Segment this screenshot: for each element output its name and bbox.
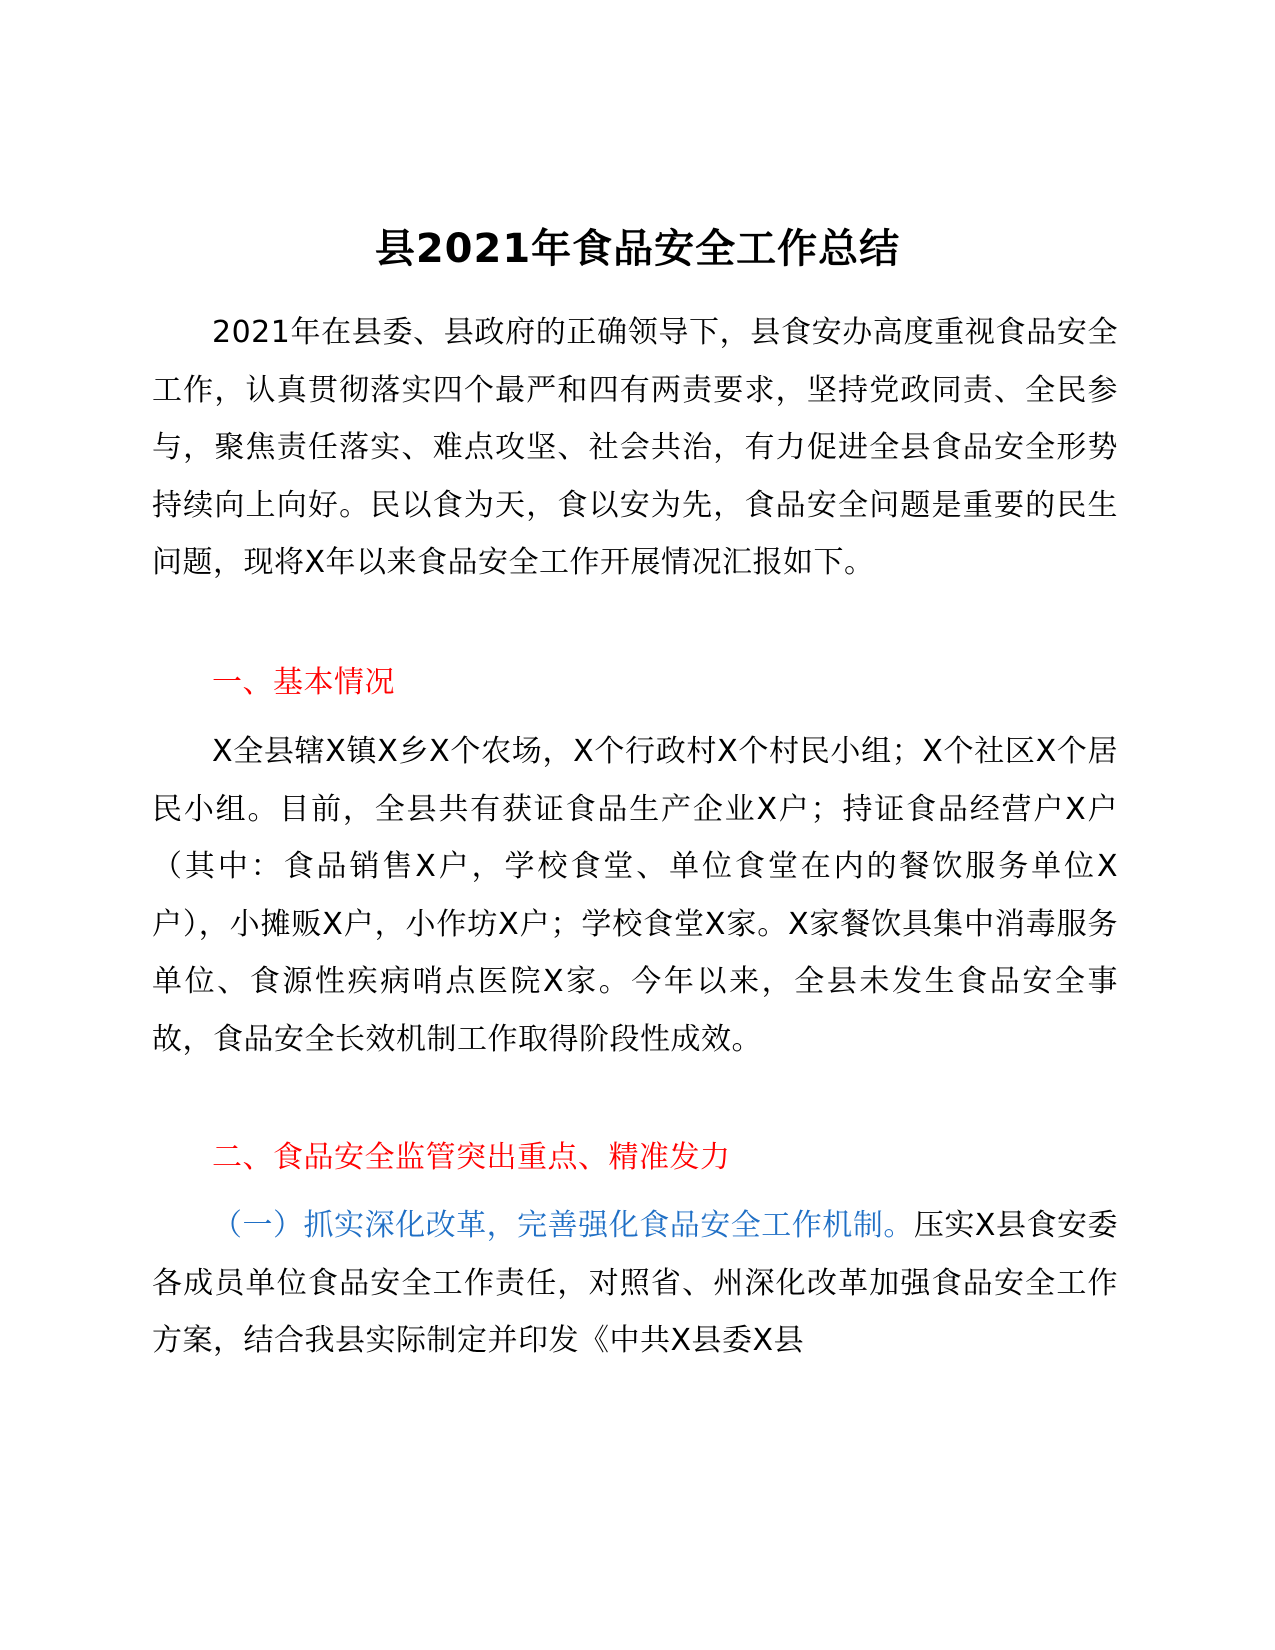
document-title: 县2021年食品安全工作总结 (374, 226, 901, 272)
reform-paragraph (152, 1197, 1118, 1370)
reform-paragraph-text: 压实X县食安委各成员单位食品安全工作责任，对照省、州深化改革加强食品安全工作方案，结合我县实际制定并印发《中共X县委X县 (152, 1208, 1119, 1358)
section-heading-food-safety-supervision: 二、食品安全监管突出重点、精准发力 (212, 1140, 731, 1175)
intro-paragraph: 2021年在县委、县政府的正确领导下，县食安办高度重视食品安全工作，认真贯彻落实四个最严和四有两责要求，坚持党政同责、全民参与，聚焦责任落实、难点攻坚、社会共治，有力促进全县食品安全形势持续向上向好。民以食为天，食以安为先，食品安全问题是重要的民生问题，现将X年以来食品安全工作开展情况汇报如下。 (152, 315, 1118, 580)
basic-situation-paragraph: X全县辖X镇X乡X个农场，X个行政村X个村民小组；X个社区X个居民小组。目前，全县共有获证食品生产企业X户；持证食品经营户X户（其中：食品销售X户，学校食堂、单位食堂在内的餐饮服务单位X户），小摊贩X户，小作坊X户；学校食堂X家。X家餐饮具集中消毒服务单位、食源性疾病哨点医院X家。今年以来，全县未发生食品安全事故，食品安全长效机制工作取得阶段性成效。 (152, 734, 1118, 1057)
section-heading-basic-situation: 一、基本情况 (212, 665, 395, 700)
subsection-heading-reform: （一）抓实深化改革，完善强化食品安全工作机制。 (212, 1208, 914, 1243)
